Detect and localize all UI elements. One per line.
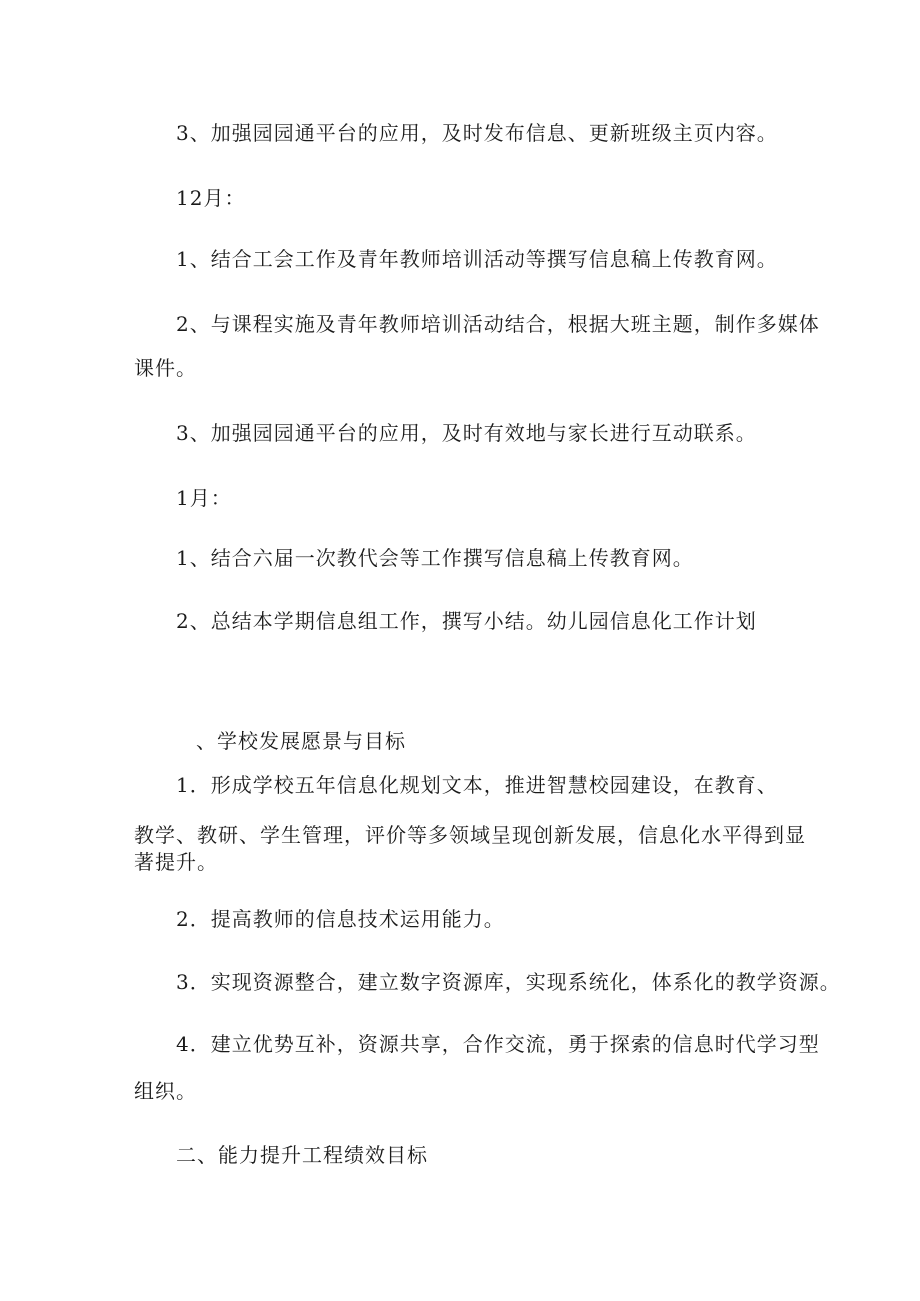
paragraph-curriculum-cont: 课件。 [134, 356, 197, 380]
paragraph-goal-1-cont: 教学、教研、学生管理，评价等多领域呈现创新发展，信息化水平得到显 [134, 823, 806, 847]
heading-december: 12月： [176, 186, 246, 210]
section-heading-performance: 二、能力提升工程绩效目标 [176, 1143, 428, 1167]
paragraph-goal-4-cont: 组织。 [134, 1079, 197, 1103]
paragraph-congress: 1、结合六届一次教代会等工作撰写信息稿上传教育网。 [176, 546, 694, 570]
paragraph-goal-3: 3．实现资源整合，建立数字资源库，实现系统化，体系化的教学资源。 [176, 970, 841, 994]
paragraph-goal-1: 1．形成学校五年信息化规划文本，推进智慧校园建设，在教育、 [176, 773, 778, 797]
paragraph-summary: 2、总结本学期信息组工作，撰写小结。幼儿园信息化工作计划 [176, 609, 757, 633]
paragraph-platform-update: 3、加强园园通平台的应用，及时发布信息、更新班级主页内容。 [176, 121, 778, 145]
paragraph-goal-1-end: 著提升。 [134, 850, 218, 874]
paragraph-goal-2: 2．提高教师的信息技术运用能力。 [176, 907, 505, 931]
paragraph-parent-interaction: 3、加强园园通平台的应用，及时有效地与家长进行互动联系。 [176, 421, 757, 445]
paragraph-curriculum: 2、与课程实施及青年教师培训活动结合，根据大班主题，制作多媒体 [176, 312, 820, 336]
paragraph-union-work: 1、结合工会工作及青年教师培训活动等撰写信息稿上传教育网。 [176, 247, 778, 271]
paragraph-goal-4: 4．建立优势互补，资源共享，合作交流，勇于探索的信息时代学习型 [176, 1032, 820, 1056]
section-heading-vision: 、学校发展愿景与目标 [196, 729, 406, 753]
heading-january: 1月： [176, 486, 232, 510]
